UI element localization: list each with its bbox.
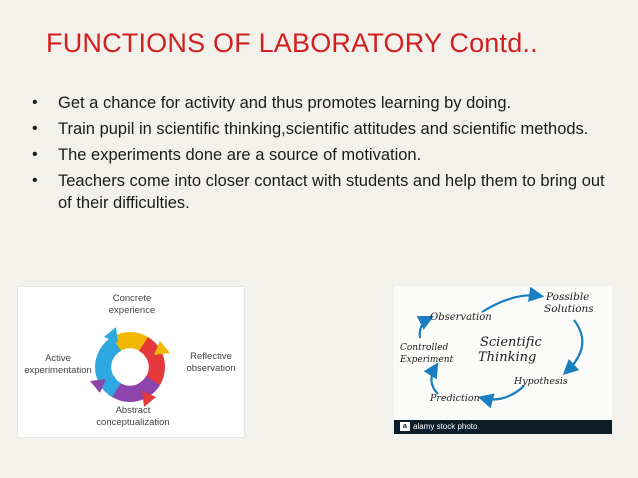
arrow-controlled-to-observation xyxy=(420,318,430,338)
label-prediction: Prediction xyxy=(430,393,480,404)
bullet-dot: • xyxy=(32,120,38,137)
bullet-item xyxy=(30,170,620,214)
label-thinking: Thinking xyxy=(478,350,537,365)
label-solutions: Solutions xyxy=(544,303,594,315)
alamy-logo-icon: a xyxy=(400,422,410,431)
learning-cycle-image xyxy=(18,287,244,437)
watermark-bar xyxy=(394,420,612,434)
slide-title: FUNCTIONS OF LABORATORY Contd.. xyxy=(46,28,538,58)
bullet-dot: • xyxy=(32,172,38,189)
watermark-text: alamy stock photo xyxy=(413,422,478,431)
scientific-thinking-image xyxy=(394,286,612,434)
cycle-label-right-2: observation xyxy=(186,363,236,374)
bullet-text: The experiments done are a source of motivation. xyxy=(58,146,422,164)
label-controlled: Controlled xyxy=(400,343,449,353)
arrow-observation-to-solutions xyxy=(482,295,540,312)
label-scientific: Scientific xyxy=(480,335,542,350)
bullet-list xyxy=(30,92,620,218)
bullet-text: Get a chance for activity and thus promotes learning by doing. xyxy=(58,94,512,112)
label-possible: Possible xyxy=(546,291,590,303)
cycle-label-left-1: Active xyxy=(45,353,71,364)
arrow-solutions-to-hypothesis xyxy=(566,320,582,372)
cycle-label-top-1: Concrete xyxy=(112,293,152,304)
bullet-item xyxy=(30,118,620,140)
cycle-label-bottom-2: conceptualization xyxy=(96,417,170,428)
learning-cycle-diagram xyxy=(18,287,244,437)
bullet-item xyxy=(30,92,620,114)
cycle-label-top-2: experience xyxy=(108,305,156,316)
label-observation: Observation xyxy=(430,312,492,323)
arrow-prediction-to-controlled xyxy=(431,366,438,394)
bullet-dot: • xyxy=(32,94,38,111)
arrow-hypothesis-to-prediction xyxy=(482,386,524,400)
bullet-text: Teachers come into closer contact with students and help them to bring out of their difficulties. xyxy=(58,172,605,212)
cycle-label-right-1: Reflective xyxy=(190,351,232,362)
label-hypothesis: Hypothesis xyxy=(514,376,568,387)
scientific-thinking-diagram xyxy=(394,286,612,420)
label-experiment: Experiment xyxy=(400,355,454,365)
cycle-label-bottom-1: Abstract xyxy=(115,405,151,416)
cycle-label-left-2: experimentation xyxy=(24,365,92,376)
bullet-item xyxy=(30,144,620,166)
bullet-dot: • xyxy=(32,146,38,163)
bullet-text: Train pupil in scientific thinking,scientific attitudes and scientific methods. xyxy=(58,120,589,138)
